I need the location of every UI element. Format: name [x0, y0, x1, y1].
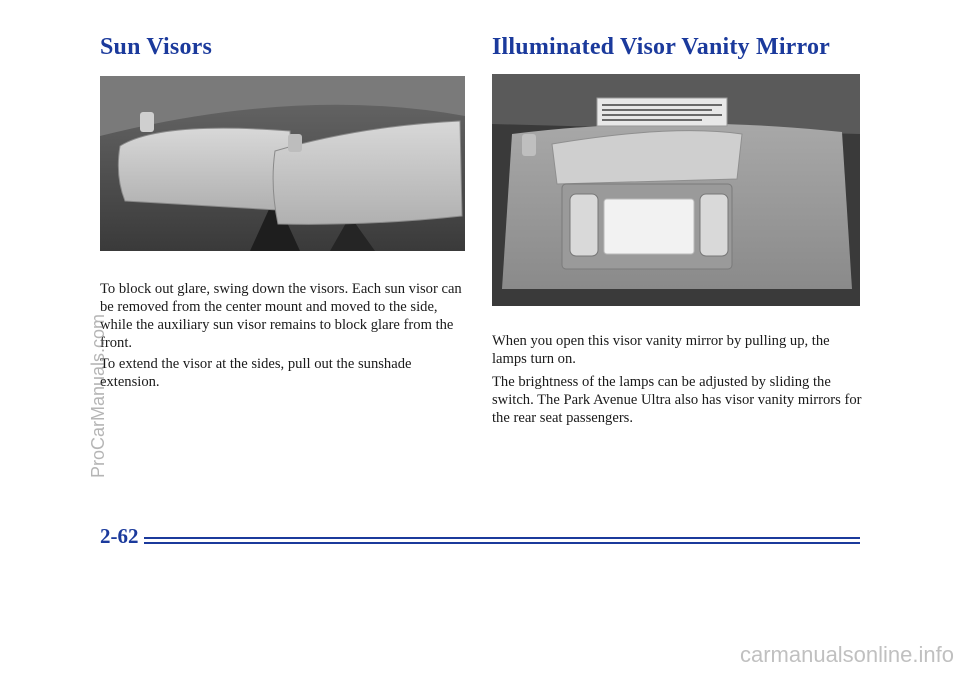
footer-divider [144, 537, 860, 544]
sun-visors-heading: Sun Visors [100, 34, 213, 60]
page-number: 2-62 [100, 524, 139, 548]
vanity-mirror-paragraph: When you open this visor vanity mirror by pulling up, the lamps turn on. [492, 333, 830, 367]
sun-visors-illustration [100, 76, 465, 251]
site-watermark: carmanualsonline.info [739, 642, 954, 667]
vanity-mirror-illustration [492, 74, 860, 306]
vanity-mirror-heading: Illuminated Visor Vanity Mirror [492, 34, 831, 60]
sun-visors-paragraph: To block out glare, swing down the visors. Each sun visor can be removed from the center mount and moved to the side, while the auxiliary sun visor remains to block glare from the front. [100, 281, 462, 351]
sun-visors-photo [100, 76, 465, 251]
sun-visors-paragraph: To extend the visor at the sides, pull out the sunshade extension. [100, 356, 412, 390]
vanity-mirror-paragraph: The brightness of the lamps can be adjusted by sliding the switch. The Park Avenue Ultra also has visor vanity mirrors for the rear seat passengers. [492, 374, 862, 426]
vanity-mirror-photo [492, 74, 860, 306]
side-watermark: ProCarManuals.com [88, 313, 108, 478]
